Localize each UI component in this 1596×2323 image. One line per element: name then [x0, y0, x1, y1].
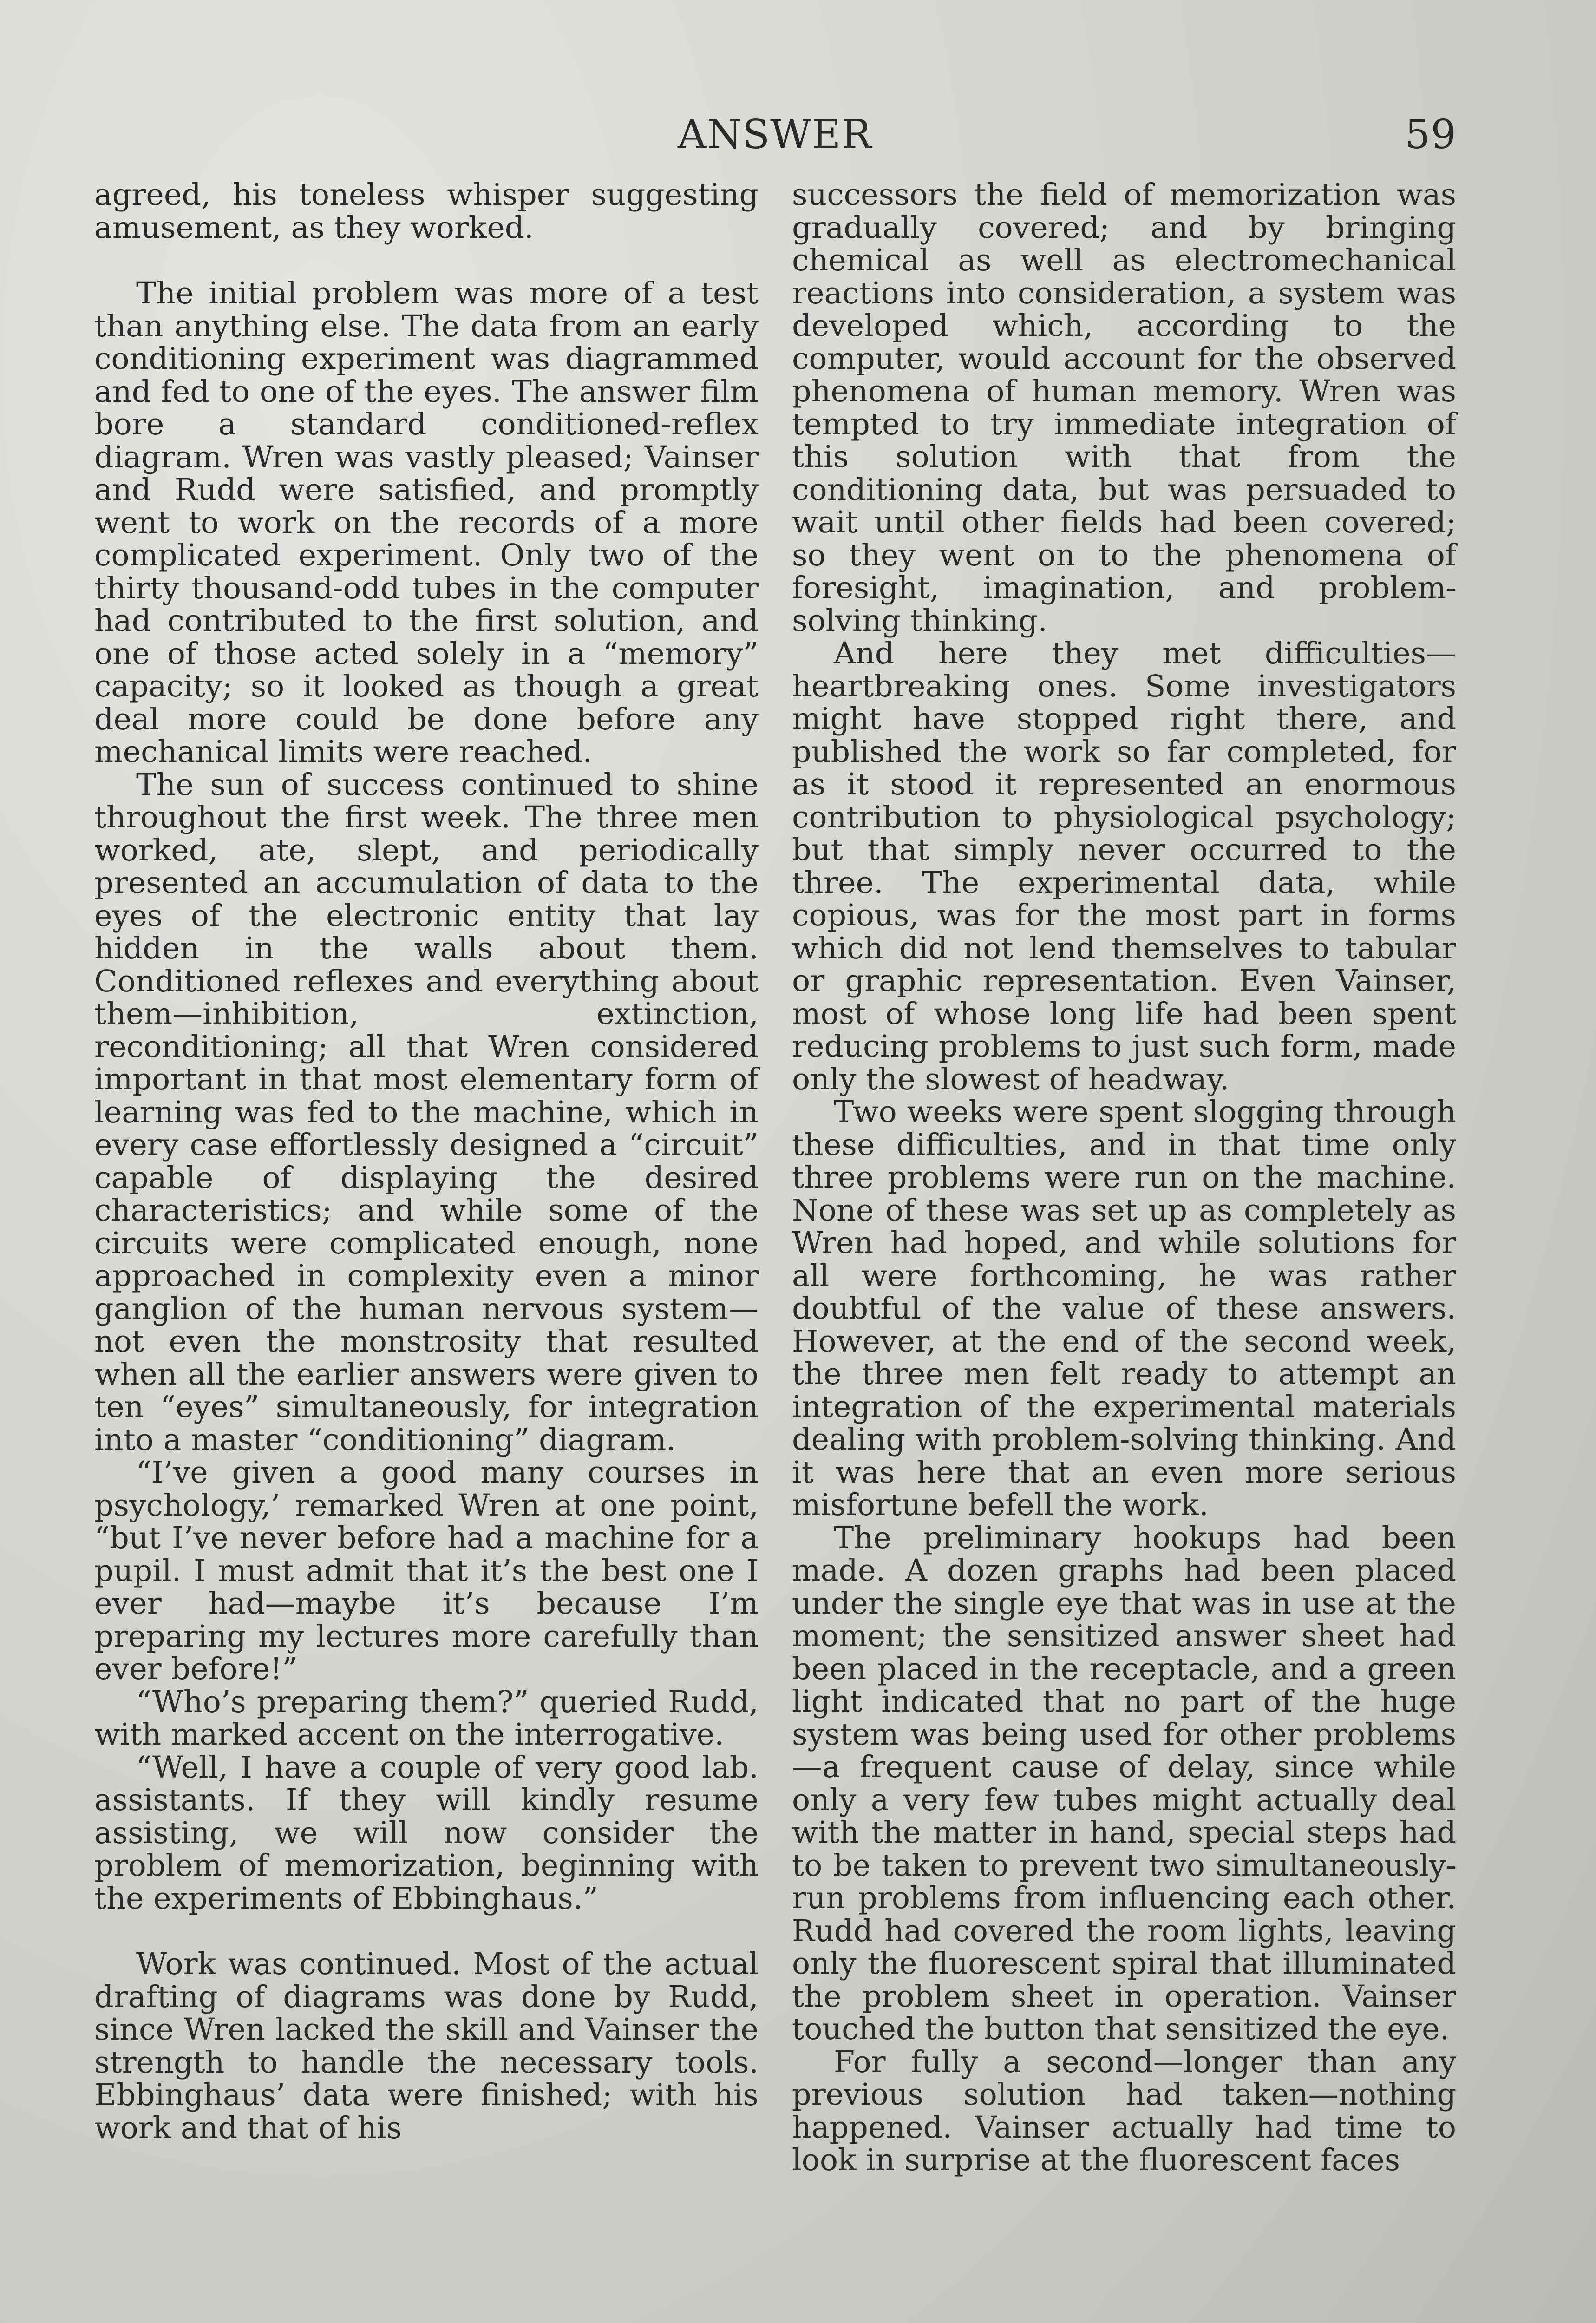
paragraph: “I’ve given a good many courses in psychology,’ remarked Wren at one point, “but I’ve never before had a machine for a pupil. I must admit that it’s the best one I ever had—maybe it’s because I’m preparing my lectures more carefully than ever before!” [94, 1455, 759, 1686]
paragraph: Work was continued. Most of the actual drafting of diagrams was done by Rudd, since Wren lacked the skill and Vainser the strength to handle the necessary tools. Ebbinghaus’ data were finished; with his work and that of his [94, 1947, 759, 2146]
paragraph: “Well, I have a couple of very good lab. assistants. If they will kindly resume assisting, we will now consider the problem of memorization, beginning with the experiments of Ebbinghaus.” [94, 1750, 759, 1916]
paragraph: For fully a second—longer than any previous solution had taken—nothing happened. Vainser actually had time to look in surprise at the fluorescent faces [792, 2044, 1456, 2178]
paragraph: The preliminary hookups had been made. A dozen graphs had been placed under the single eye that was in use at the moment; the sensitized answer sheet had been placed in the receptacle, and a green light indicated that no part of the huge system was being used for other problems—a frequent cause of delay, since while only a very few tubes might actually deal with the matter in hand, special steps had to be taken to prevent two simultaneously-run problems from influencing each other. Rudd had covered the room lights, leaving only the fluorescent spiral that illuminated the problem sheet in operation. Vainser touched the button that sensitized the eye. [792, 1520, 1456, 2047]
paragraph: And here they met difficulties—heartbreaking ones. Some investigators might have stopped right there, and published the work so far completed, for as it stood it represented an enormous contribution to physiological psychology; but that simply never occurred to the three. The experimental data, while copious, was for the most part in forms which did not lend themselves to tabular or graphic representation. Even Vainser, most of whose long life had been spent reducing problems to just such form, made only the slowest of headway. [792, 636, 1456, 1097]
paragraph: successors the field of memorization was gradually covered; and by bringing chemical as well as electromechanical reactions into consideration, a system was developed which, according to the computer, would account for the observed phenomena of human memory. Wren was tempted to try immediate integration of this solution with that from the conditioning data, but was persuaded to wait until other fields had been covered; so they went on to the phenomena of foresight, imagination, and problem-solving thinking. [792, 177, 1456, 638]
paragraph: Two weeks were spent slogging through these difficulties, and in that time only three problems were run on the machine. None of these was set up as completely as Wren had hoped, and while solutions for all were forthcoming, he was rather doubtful of the value of these answers. However, at the end of the second week, the three men felt ready to attempt an integration of the experimental materials dealing with problem-solving thinking. And it was here that an even more serious misfortune befell the work. [792, 1095, 1456, 1522]
page-number: 59 [1405, 112, 1457, 158]
paragraph: agreed, his toneless whisper suggesting amusement, as they worked. [94, 177, 759, 245]
right-column [792, 179, 1456, 2177]
running-title: ANSWER [677, 112, 872, 158]
paragraph: “Who’s preparing them?” queried Rudd, with marked accent on the interrogative. [94, 1684, 759, 1752]
page-header [93, 112, 1457, 167]
paragraph: The sun of success continued to shine throughout the first week. The three men worked, ate, slept, and periodically presented an accumulation of data to the eyes of the electronic entity that lay hidden in the walls about them. Conditioned reflexes and everything about them—inhibition, extinction, reconditioning; all that Wren considered important in that most elementary form of learning was fed to the machine, which in every case effortlessly designed a “circuit” capable of displaying the desired characteristics; and while some of the circuits were complicated enough, none approached in complexity even a minor ganglion of the human nervous system—not even the monstrosity that resulted when all the earlier answers were given to ten “eyes” simultaneously, for integration into a master “conditioning” diagram. [94, 767, 759, 1457]
paragraph: The initial problem was more of a test than anything else. The data from an early conditioning experiment was diagrammed and fed to one of the eyes. The answer film bore a standard conditioned-reflex diagram. Wren was vastly pleased; Vainser and Rudd were satisfied, and promptly went to work on the records of a more complicated experiment. Only two of the thirty thousand-odd tubes in the computer had contributed to the first solution, and one of those acted solely in a “memory” capacity; so it looked as though a great deal more could be done before any mechanical limits were reached. [94, 276, 759, 769]
left-column [94, 179, 759, 2145]
